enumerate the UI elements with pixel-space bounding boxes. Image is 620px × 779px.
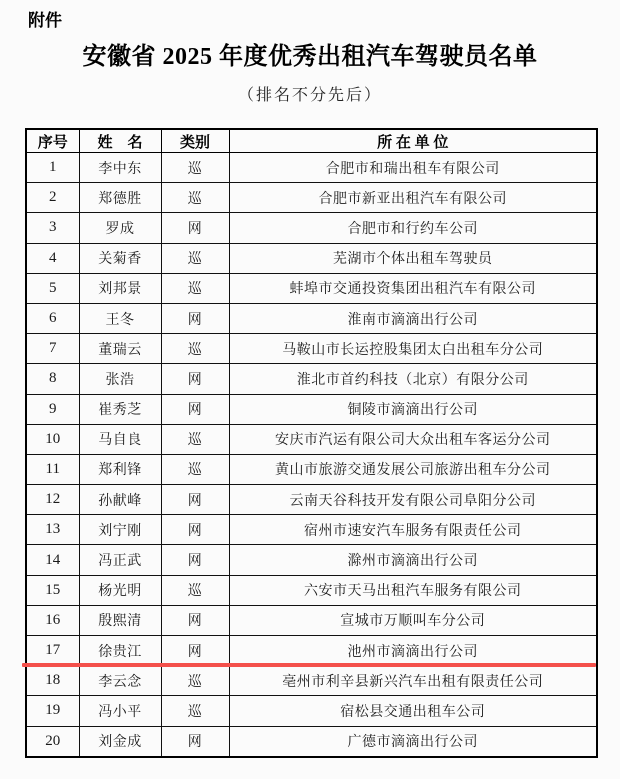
cell-no: 9 [26, 394, 79, 424]
table-row [26, 575, 597, 605]
cell-name: 李云念 [79, 666, 161, 696]
cell-no: 5 [26, 273, 79, 303]
table-row [26, 183, 597, 213]
cell-name: 刘金成 [79, 726, 161, 757]
cell-name: 崔秀芝 [79, 394, 161, 424]
cell-name: 马自良 [79, 424, 161, 454]
cell-category: 巡 [161, 666, 229, 696]
cell-category: 巡 [161, 424, 229, 454]
cell-no: 10 [26, 424, 79, 454]
cell-unit: 宿松县交通出租车公司 [229, 696, 597, 726]
cell-category: 巡 [161, 334, 229, 364]
cell-no: 1 [26, 153, 79, 183]
cell-category: 网 [161, 515, 229, 545]
cell-no: 19 [26, 696, 79, 726]
cell-no: 2 [26, 183, 79, 213]
table-row [26, 666, 597, 696]
cell-category: 网 [161, 545, 229, 575]
column-header-name: 姓 名 [79, 129, 161, 153]
cell-no: 8 [26, 364, 79, 394]
table-row [26, 515, 597, 545]
cell-name: 郑德胜 [79, 183, 161, 213]
cell-no: 15 [26, 575, 79, 605]
cell-category: 网 [161, 726, 229, 757]
cell-unit: 芜湖市个体出租车驾驶员 [229, 243, 597, 273]
cell-unit: 六安市天马出租汽车服务有限公司 [229, 575, 597, 605]
cell-category: 巡 [161, 243, 229, 273]
cell-no: 11 [26, 454, 79, 484]
cell-category: 巡 [161, 454, 229, 484]
cell-no: 6 [26, 303, 79, 333]
cell-name: 刘宁刚 [79, 515, 161, 545]
column-header-unit: 所 在 单 位 [229, 129, 597, 153]
table-row [26, 636, 597, 666]
table-row [26, 243, 597, 273]
cell-name: 冯小平 [79, 696, 161, 726]
table-row [26, 153, 597, 183]
cell-no: 20 [26, 726, 79, 757]
table-header [26, 129, 597, 153]
cell-unit: 池州市滴滴出行公司 [229, 636, 597, 666]
table-row [26, 485, 597, 515]
table-row [26, 394, 597, 424]
cell-unit: 铜陵市滴滴出行公司 [229, 394, 597, 424]
table-header-row [26, 129, 597, 153]
cell-name: 杨光明 [79, 575, 161, 605]
cell-name: 张浩 [79, 364, 161, 394]
cell-no: 12 [26, 485, 79, 515]
cell-no: 7 [26, 334, 79, 364]
table-row [26, 303, 597, 333]
cell-unit: 宣城市万顺叫车分公司 [229, 605, 597, 635]
cell-name: 王冬 [79, 303, 161, 333]
cell-category: 巡 [161, 273, 229, 303]
red-underline-annotation [22, 663, 596, 667]
table-row [26, 213, 597, 243]
table-row [26, 696, 597, 726]
cell-category: 网 [161, 303, 229, 333]
cell-name: 李中东 [79, 153, 161, 183]
cell-no: 18 [26, 666, 79, 696]
cell-category: 巡 [161, 153, 229, 183]
attachment-label: 附件 [28, 11, 62, 30]
page-title: 安徽省 2025 年度优秀出租汽车驾驶员名单 [82, 44, 538, 70]
cell-unit: 广德市滴滴出行公司 [229, 726, 597, 757]
cell-name: 郑利锋 [79, 454, 161, 484]
cell-unit: 合肥市新亚出租汽车有限公司 [229, 183, 597, 213]
table-row [26, 454, 597, 484]
cell-category: 网 [161, 364, 229, 394]
cell-name: 董瑞云 [79, 334, 161, 364]
cell-category: 网 [161, 394, 229, 424]
table-row [26, 424, 597, 454]
table-row [26, 545, 597, 575]
column-header-no: 序号 [26, 129, 79, 153]
table-row [26, 334, 597, 364]
cell-category: 巡 [161, 575, 229, 605]
cell-name: 刘邦景 [79, 273, 161, 303]
cell-category: 网 [161, 605, 229, 635]
cell-no: 4 [26, 243, 79, 273]
column-header-category: 类别 [161, 129, 229, 153]
cell-no: 13 [26, 515, 79, 545]
cell-category: 巡 [161, 183, 229, 213]
cell-name: 殷熙清 [79, 605, 161, 635]
cell-no: 3 [26, 213, 79, 243]
cell-unit: 淮北市首约科技（北京）有限分公司 [229, 364, 597, 394]
table-row [26, 364, 597, 394]
cell-category: 网 [161, 636, 229, 666]
cell-category: 巡 [161, 696, 229, 726]
cell-no: 14 [26, 545, 79, 575]
cell-name: 冯正武 [79, 545, 161, 575]
cell-name: 孙献峰 [79, 485, 161, 515]
cell-unit: 淮南市滴滴出行公司 [229, 303, 597, 333]
cell-unit: 马鞍山市长运控股集团太白出租车分公司 [229, 334, 597, 364]
cell-unit: 云南天谷科技开发有限公司阜阳分公司 [229, 485, 597, 515]
cell-unit: 亳州市利辛县新兴汽车出租有限责任公司 [229, 666, 597, 696]
cell-category: 网 [161, 213, 229, 243]
cell-no: 17 [26, 636, 79, 666]
cell-unit: 合肥市和行约车公司 [229, 213, 597, 243]
table-row [26, 605, 597, 635]
cell-name: 关菊香 [79, 243, 161, 273]
cell-unit: 黄山市旅游交通发展公司旅游出租车分公司 [229, 454, 597, 484]
cell-unit: 宿州市速安汽车服务有限责任公司 [229, 515, 597, 545]
table-row [26, 726, 597, 757]
cell-no: 16 [26, 605, 79, 635]
table-row [26, 273, 597, 303]
cell-unit: 滁州市滴滴出行公司 [229, 545, 597, 575]
cell-category: 网 [161, 485, 229, 515]
page-subtitle: （排名不分先后） [237, 87, 382, 104]
cell-name: 罗成 [79, 213, 161, 243]
cell-unit: 安庆市汽运有限公司大众出租车客运分公司 [229, 424, 597, 454]
cell-unit: 合肥市和瑞出租车有限公司 [229, 153, 597, 183]
cell-unit: 蚌埠市交通投资集团出租汽车有限公司 [229, 273, 597, 303]
cell-name: 徐贵江 [79, 636, 161, 666]
